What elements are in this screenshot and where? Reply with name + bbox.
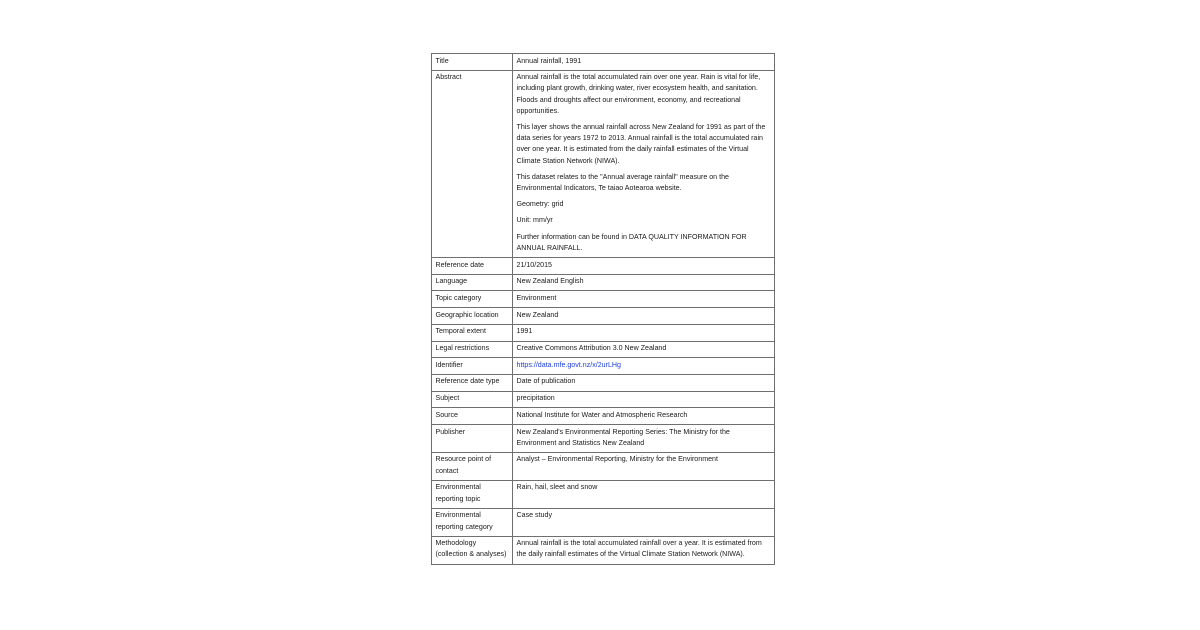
legal-restrictions-value: Creative Commons Attribution 3.0 New Zealand bbox=[513, 341, 775, 358]
abstract-paragraph: This layer shows the annual rainfall across New Zealand for 1991 as part of the data series for years 1972 to 2013. Annual rainfall is the total accumulated rain over one year. It is estimated from the daily rainfall estimates of the Virtual Climate Station Network (NIWA). bbox=[516, 123, 766, 165]
abstract-paragraph: Further information can be found in DATA QUALITY INFORMATION FOR ANNUAL RAINFALL. bbox=[516, 232, 747, 252]
table-row bbox=[432, 291, 775, 308]
metadata-table bbox=[431, 53, 775, 565]
title-label: Title bbox=[432, 54, 513, 71]
abstract-value bbox=[513, 70, 775, 257]
table-row bbox=[432, 374, 775, 391]
source-value: National Institute for Water and Atmospheric Research bbox=[513, 408, 775, 425]
reference-date-type-label: Reference date type bbox=[432, 374, 513, 391]
table-row bbox=[432, 425, 775, 453]
table-row bbox=[432, 508, 775, 536]
publisher-label: Publisher bbox=[432, 425, 513, 453]
abstract-paragraph: Geometry: grid bbox=[516, 200, 564, 209]
abstract-paragraph: This dataset relates to the "Annual average rainfall" measure on the Environmental Indicators, Te taiao Aotearoa website. bbox=[516, 172, 729, 193]
language-label: Language bbox=[432, 274, 513, 291]
table-row bbox=[432, 70, 775, 257]
source-label: Source bbox=[432, 408, 513, 425]
table-row bbox=[432, 54, 775, 71]
topic-category-value: Environment bbox=[513, 291, 775, 308]
topic-category-label: Topic category bbox=[432, 291, 513, 308]
abstract-paragraph: Annual rainfall is the total accumulated rain over one year. Rain is vital for life, including plant growth, drinking water, river ecosystem health, and sanitation. Floods and droughts affect our environment, economy, and recreational opportunities. bbox=[516, 73, 761, 115]
reference-date-value: 21/10/2015 bbox=[513, 258, 775, 275]
subject-label: Subject bbox=[432, 391, 513, 408]
identifier-link[interactable]: https://data.mfe.govt.nz/x/2urLHg bbox=[516, 360, 621, 369]
subject-value: precipitation bbox=[513, 391, 775, 408]
language-value: New Zealand English bbox=[513, 274, 775, 291]
publisher-value: New Zealand's Environmental Reporting Series: The Ministry for the Environment and Statistics New Zealand bbox=[513, 425, 775, 453]
table-row bbox=[432, 480, 775, 508]
env-reporting-category-value: Case study bbox=[513, 508, 775, 536]
legal-restrictions-label: Legal restrictions bbox=[432, 341, 513, 358]
methodology-value: Annual rainfall is the total accumulated rainfall over a year. It is estimated from the daily rainfall estimates of the Virtual Climate Station Network (NIWA). bbox=[513, 536, 775, 564]
table-row bbox=[432, 308, 775, 325]
temporal-extent-value: 1991 bbox=[513, 324, 775, 341]
table-row bbox=[432, 258, 775, 275]
table-row bbox=[432, 536, 775, 564]
table-row bbox=[432, 408, 775, 425]
table-row bbox=[432, 324, 775, 341]
table-row bbox=[432, 452, 775, 480]
abstract-paragraph: Unit: mm/yr bbox=[516, 216, 553, 225]
table-row bbox=[432, 391, 775, 408]
env-reporting-topic-label: Environmental reporting topic bbox=[432, 480, 513, 508]
env-reporting-topic-value: Rain, hail, sleet and snow bbox=[513, 480, 775, 508]
geographic-location-label: Geographic location bbox=[432, 308, 513, 325]
table-row bbox=[432, 358, 775, 375]
resource-contact-value: Analyst – Environmental Reporting, Ministry for the Environment bbox=[513, 452, 775, 480]
geographic-location-value: New Zealand bbox=[513, 308, 775, 325]
reference-date-type-value: Date of publication bbox=[513, 374, 775, 391]
abstract-label: Abstract bbox=[432, 70, 513, 257]
table-row bbox=[432, 274, 775, 291]
temporal-extent-label: Temporal extent bbox=[432, 324, 513, 341]
resource-contact-label: Resource point of contact bbox=[432, 452, 513, 480]
title-value: Annual rainfall, 1991 bbox=[513, 54, 775, 71]
identifier-value bbox=[513, 358, 775, 375]
reference-date-label: Reference date bbox=[432, 258, 513, 275]
identifier-label: Identifier bbox=[432, 358, 513, 375]
methodology-label: Methodology (collection & analyses) bbox=[432, 536, 513, 564]
env-reporting-category-label: Environmental reporting category bbox=[432, 508, 513, 536]
table-row bbox=[432, 341, 775, 358]
